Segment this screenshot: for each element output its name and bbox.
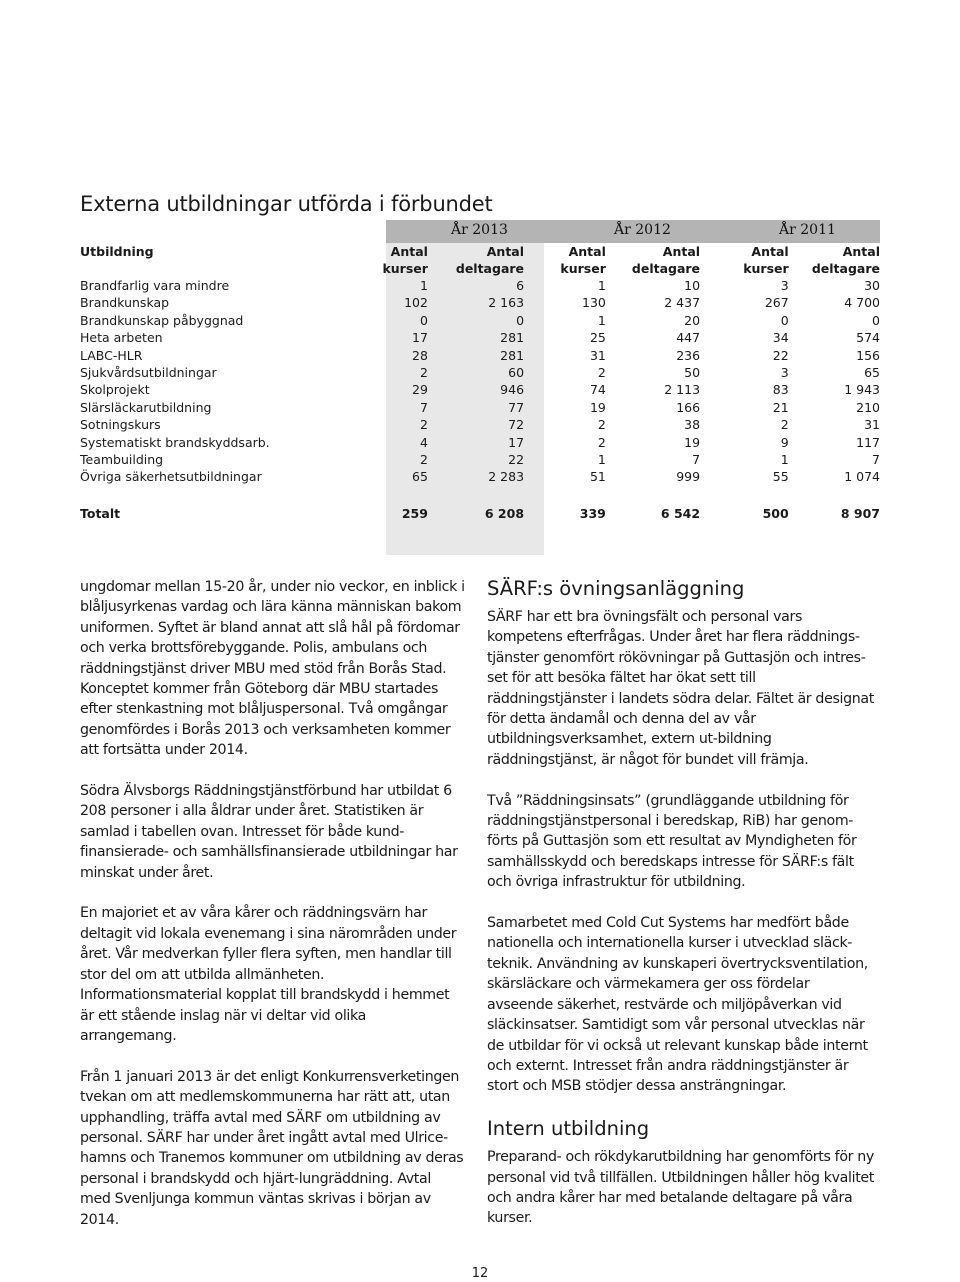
column-header-kurser-sub: kurser [382,260,428,276]
table-cell: 500 [762,505,789,521]
table-cell: 102 [404,295,428,311]
year-2011-label: År 2011 [779,222,836,238]
table-cell: 6 542 [660,505,701,521]
table-cell: 17 [508,434,525,450]
table-cell: 281 [500,330,525,346]
heading-ovningsanlaggning: SÄRF:s övningsanläggning [487,577,745,600]
table-cell: 7 [419,399,428,415]
column-header-kurser: Antal [751,244,789,259]
row-label: Heta arbeten [80,330,163,346]
table-header-row-1 [80,244,880,261]
table-cell: 8 907 [840,505,880,521]
row-label: Totalt [80,505,121,521]
right-paragraph: Samarbetet med Cold Cut Systems har medfört både nationella och internationella kurser i utvecklad släck-teknik. Användning av kunskaperi övertrycksventilation, skärsläckare och värmekamera ger oss fördelar avseende säkerhet, restvärde och miljöpåverkan vid släckinsatser. Samtidigt som vår personal utvecklas när de utbildar för vi också ut relevant kunskap både internt och externt. Intresset från andra räddningstjänster är stort och MSB stödjer dessa ansträngningar. [487,915,868,1095]
table-cell: 65 [864,365,880,381]
table-cell: 2 [597,417,606,433]
column-header-deltagare-sub: deltagare [631,260,701,276]
table-cell: 31 [589,347,606,363]
column-header-kurser-sub: kurser [743,260,789,276]
row-label: LABC-HLR [80,347,143,363]
table-cell: 55 [772,469,789,485]
table-cell: 1 074 [844,469,880,485]
table-header-row-2 [80,261,880,278]
table-cell: 72 [508,417,525,433]
left-paragraph: ungdomar mellan 15-20 år, under nio veckor, en inblick i blåljusyrkenas vardag och lära känna människan bakom uniformen. Syftet är bland annat att slå hål på fördomar och verka brottsförebyggande. Polis, ambulans och räddningstjänst driver MBU med stöd från Borås Stad. Konceptet kommer från Göteborg där MBU startades efter stenkastning mot blåljuspersonal. Två omgångar genomfördes i Borås 2013 och verksamheten kommer att fortsätta under 2014. [80,579,465,759]
table-cell: 17 [412,330,428,346]
column-header-kurser-sub: kurser [560,260,606,276]
section-title: Externa utbildningar utförda i förbundet [80,192,493,216]
table-cell: 31 [864,417,880,433]
table-row [80,277,880,294]
column-header-deltagare: Antal [486,244,525,259]
data-table [80,244,880,525]
table-cell: 22 [772,347,789,363]
right-paragraph: SÄRF har ett bra övningsfält och personal vars kompetens efterfrågas. Under året har flera räddnings-tjänster genomfört rökövningar på Guttasjön och intres-set för att besöka fältet har ökat sett till räddningstjänster i landets södra delar. Fältet är designat för detta ändamål och denna del av vår utbildningsverksamhet, extern ut-bildning räddningstjänst, är något för bundet vill främja. [487,609,874,768]
table-cell: 2 283 [488,469,525,485]
table-cell: 6 [516,278,525,293]
row-label: Övriga säkerhetsutbildningar [80,469,262,485]
column-header-deltagare: Antal [842,244,880,259]
table-cell: 4 [419,434,428,450]
left-paragraph: En majoriet et av våra kårer och räddningsvärn har deltagit vid lokala evenemang i sina närområden under året. Vår medverkan fyller flera syften, men handlar till stor del om att utbilda allmänheten. Informationsmaterial kopplat till brandskydd i hemmet är ett stående inslag när vi deltar vid olika arrangemang. [80,905,457,1044]
table-cell: 2 [597,434,606,450]
column-header-deltagare-sub: deltagare [811,260,880,276]
heading-intern-utbildning: Intern utbildning [487,1117,650,1141]
table-row [80,381,880,398]
table-cell: 574 [856,330,880,346]
table-cell: 74 [589,382,606,398]
left-text-column [80,577,465,1250]
row-label: Brandfarlig vara mindre [80,278,230,293]
table-row [80,364,880,381]
row-label: Sjukvårdsutbildningar [80,365,217,381]
table-cell: 2 [597,365,606,381]
table-cell: 1 [780,452,789,468]
table-cell: 77 [508,399,525,415]
column-header-deltagare: Antal [662,244,701,259]
table-cell: 3 [780,278,789,293]
row-label: Brandkunskap [80,295,170,311]
table-row [80,329,880,346]
row-label: Teambuilding [80,452,164,468]
column-header-utbildning: Utbildning [80,244,154,259]
table-cell: 6 208 [484,505,525,521]
table-cell: 1 943 [844,382,880,398]
table-row [80,416,880,433]
table-cell: 999 [676,469,701,485]
table-cell: 130 [582,295,606,311]
table-row [80,399,880,416]
table-cell: 2 113 [664,382,701,398]
table-cell: 50 [684,365,701,381]
table-row [80,312,880,329]
column-header-deltagare-sub: deltagare [455,260,525,276]
table-cell: 0 [419,312,428,328]
table-cell: 65 [412,469,428,485]
page-number: 12 [471,1266,489,1281]
column-header-kurser: Antal [568,244,606,259]
table-cell: 83 [772,382,789,398]
table-cell: 281 [500,347,525,363]
year-header-bar [80,220,880,243]
table-cell: 34 [772,330,789,346]
table-cell: 4 700 [844,295,880,311]
row-label: Systematiskt brandskyddsarb. [80,434,270,450]
row-label: Brandkunskap påbyggnad [80,312,244,328]
table-cell: 946 [500,382,525,398]
table-cell: 60 [508,365,525,381]
table-cell: 0 [872,312,880,328]
left-paragraph: Från 1 januari 2013 är det enligt Konkurrensverketingen tvekan om att medlemskommunerna har rätt att, utan upphandling, träffa avtal med SÄRF om utbildning av personal. SÄRF har under året ingått avtal med Ulrice-hamns och Tranemos kommuner om utbildning av deras personal i brandskydd och hjärt-lungräddning. Avtal med Svenljunga kommun väntas skrivas i början av 2014. [80,1068,464,1228]
row-label: Sotningskurs [80,417,161,433]
year-2013-label: År 2013 [451,222,508,238]
table-cell: 19 [589,399,606,415]
table-cell: 2 [780,417,789,433]
table-cell: 1 [419,278,428,293]
table-cell: 447 [676,330,701,346]
table-spacer-row [80,486,880,503]
table-cell: 29 [412,382,428,398]
table-cell: 21 [772,399,789,415]
right-paragraph: Preparand- och rökdykarutbildning har genomförts för ny personal vid två tillfällen. Utbildningen håller hög kvalitet och andra kårer har med betalande deltagare på våra kurser. [487,1149,875,1227]
table-cell: 2 163 [488,295,525,311]
row-label: Slärsläckarutbildning [80,399,212,415]
table-cell: 51 [589,469,606,485]
table-cell: 2 [419,417,428,433]
table-cell: 30 [864,278,880,293]
table-row [80,294,880,311]
table-row [80,468,880,485]
table-cell: 20 [684,312,701,328]
table-cell: 10 [684,278,701,293]
table-cell: 117 [856,434,880,450]
table-cell: 156 [856,347,880,363]
table-cell: 0 [516,312,525,328]
table-cell: 267 [764,295,789,311]
table-cell: 2 [419,365,428,381]
table-cell: 7 [872,452,880,468]
right-paragraph: Två ”Räddningsinsats” (grundläggande utbildning för räddningstjänstpersonal i beredskap, RiB) har genom-förts på Guttasjön som ett resultat av Myndigheten för samhällsskydd och beredskaps intresse för SÄRF:s fält och övriga infrastruktur för utbildning. [487,792,857,891]
table-row [80,451,880,468]
table-cell: 339 [579,505,606,521]
table-cell: 28 [412,347,428,363]
table-cell: 1 [597,278,606,293]
row-label: Skolprojekt [80,382,150,398]
table-cell: 210 [856,399,880,415]
year-2012-label: År 2012 [614,222,671,238]
table-total-row [80,503,880,525]
table-cell: 236 [676,347,701,363]
table-cell: 19 [684,434,701,450]
table-row [80,434,880,451]
left-paragraph: Södra Älvsborgs Räddningstjänstförbund har utbildat 6 208 personer i alla åldrar under året. Statistiken är samlad i tabellen ovan. Intresset för både kund-finansierade- och samhällsfinansierade utbildningar har minskat under året. [80,783,458,881]
table-cell: 38 [684,417,701,433]
table-cell: 9 [780,434,789,450]
table-cell: 166 [676,399,701,415]
table-cell: 22 [508,452,525,468]
table-cell: 0 [780,312,789,328]
table-cell: 7 [692,452,701,468]
column-header-kurser: Antal [390,244,428,259]
table-cell: 259 [401,505,428,521]
table-cell: 2 437 [664,295,701,311]
table-cell: 1 [597,312,606,328]
right-text-column [487,577,879,1249]
table-cell: 1 [597,452,606,468]
table-cell: 2 [419,452,428,468]
table-row [80,347,880,364]
table-cell: 3 [780,365,789,381]
table-cell: 25 [589,330,606,346]
